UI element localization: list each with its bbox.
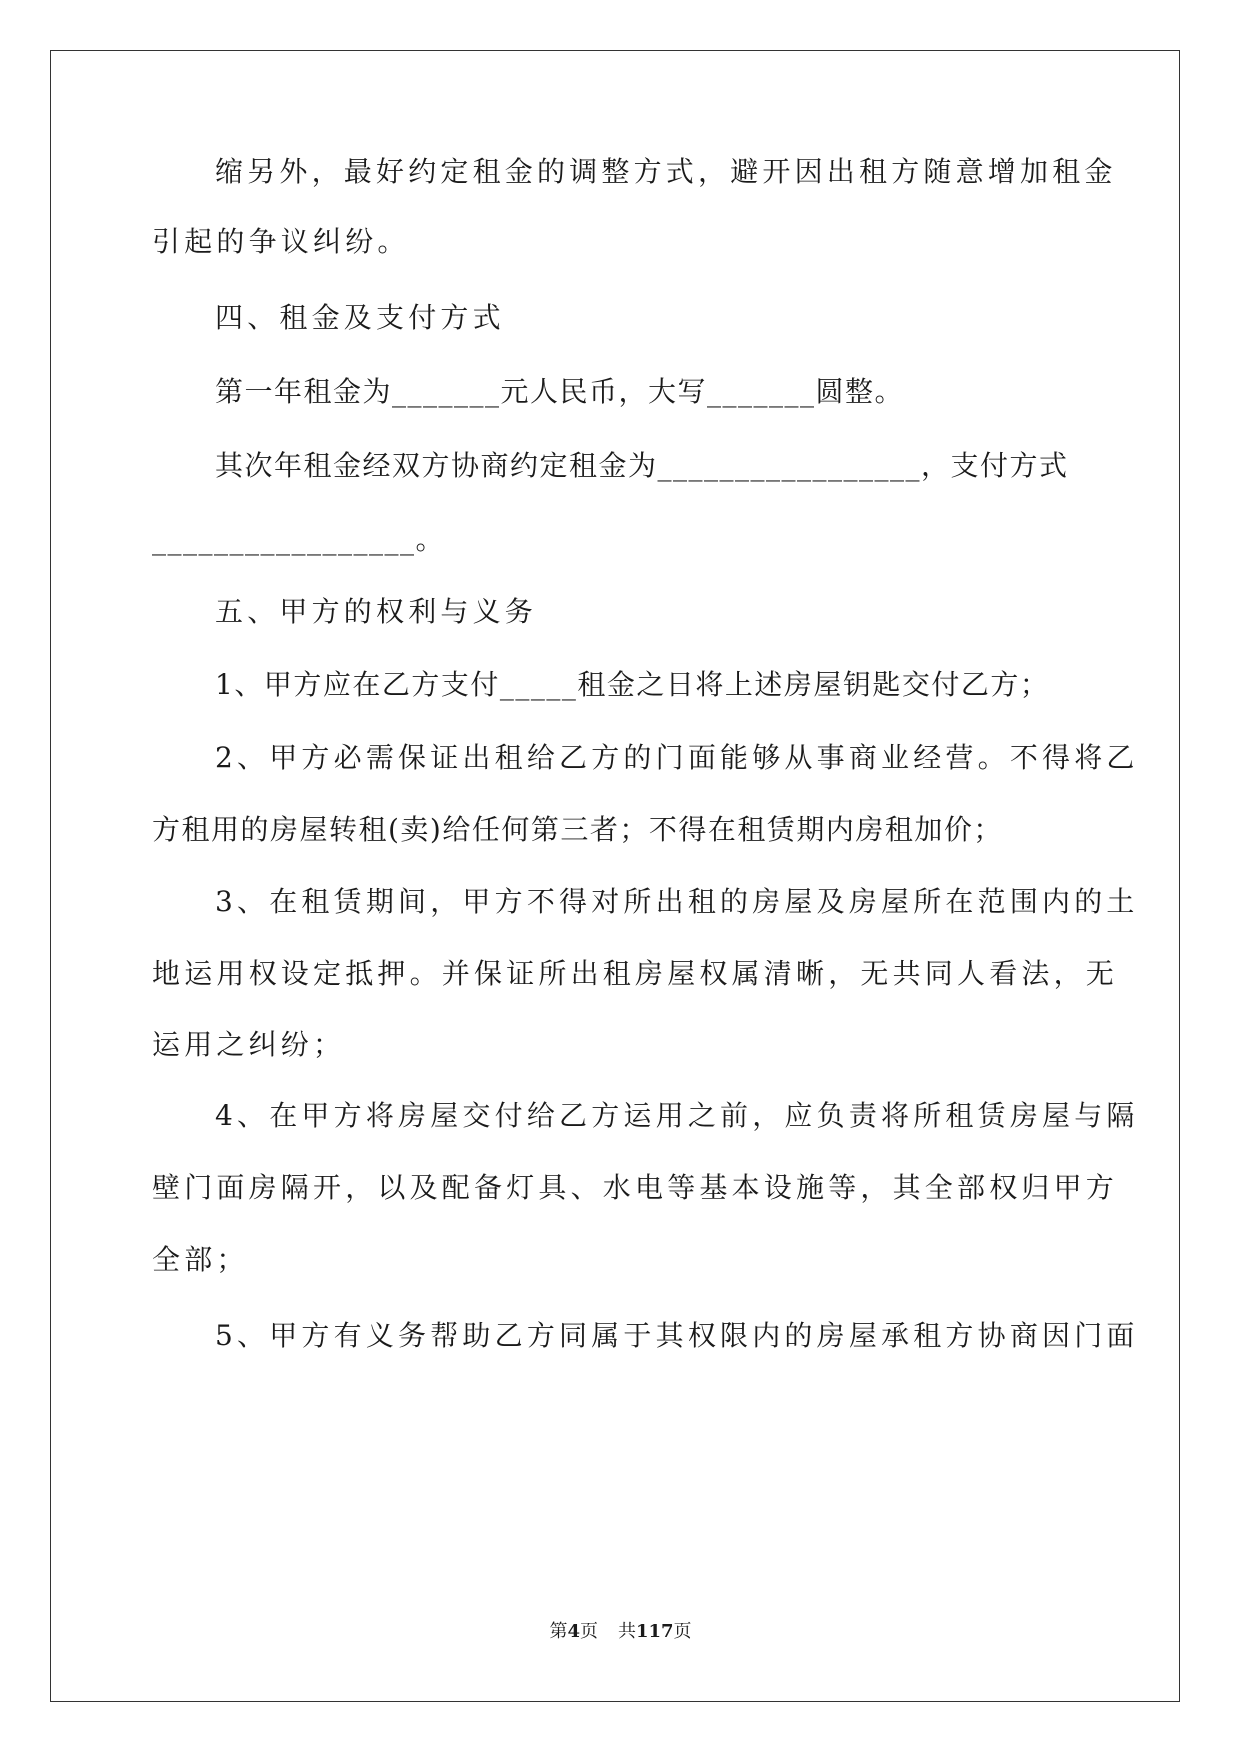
page-suffix: 页 bbox=[579, 1621, 598, 1642]
paragraph-line: 5、甲方有义务帮助乙方同属于其权限内的房屋承租方协商因门面 bbox=[215, 1319, 1139, 1352]
page-footer bbox=[0, 1620, 1241, 1644]
paragraph-line: 壁门面房隔开，以及配备灯具、水电等基本设施等，其全部权归甲方 bbox=[152, 1171, 1119, 1204]
paragraph-line: 4、在甲方将房屋交付给乙方运用之前，应负责将所租赁房屋与隔 bbox=[215, 1099, 1139, 1132]
paragraph-line: 全部； bbox=[152, 1243, 249, 1276]
total-pages: 117 bbox=[635, 1621, 674, 1642]
paragraph-line: 2、甲方必需保证出租给乙方的门面能够从事商业经营。不得将乙 bbox=[215, 741, 1139, 774]
page-prefix: 第 bbox=[549, 1621, 568, 1642]
paragraph-line: 缩另外，最好约定租金的调整方式，避开因出租方随意增加租金 bbox=[215, 155, 1117, 188]
page-number: 4 bbox=[567, 1621, 580, 1642]
paragraph-line: 运用之纠纷； bbox=[152, 1028, 346, 1061]
total-suffix: 页 bbox=[673, 1621, 692, 1642]
total-prefix: 共 bbox=[617, 1621, 636, 1642]
paragraph-line: 引起的争议纠纷。 bbox=[152, 225, 410, 258]
paragraph-line: 方租用的房屋转租(卖)给任何第三者；不得在租赁期内房租加价； bbox=[152, 813, 1003, 846]
paragraph-line: 地运用权设定抵押。并保证所出租房屋权属清晰，无共同人看法，无 bbox=[152, 957, 1119, 990]
paragraph-line: _________________。 bbox=[152, 523, 446, 556]
paragraph-line: 1、甲方应在乙方支付_____租金之日将上述房屋钥匙交付乙方； bbox=[215, 668, 1050, 701]
section-heading: 四、租金及支付方式 bbox=[215, 301, 505, 334]
paragraph-line: 其次年租金经双方协商约定租金为_________________，支付方式 bbox=[215, 449, 1069, 482]
paragraph-line: 3、在租赁期间，甲方不得对所出租的房屋及房屋所在范围内的土 bbox=[215, 885, 1139, 918]
paragraph-line: 第一年租金为_______元人民币，大写_______圆整。 bbox=[215, 375, 905, 408]
section-heading: 五、甲方的权利与义务 bbox=[215, 595, 538, 628]
